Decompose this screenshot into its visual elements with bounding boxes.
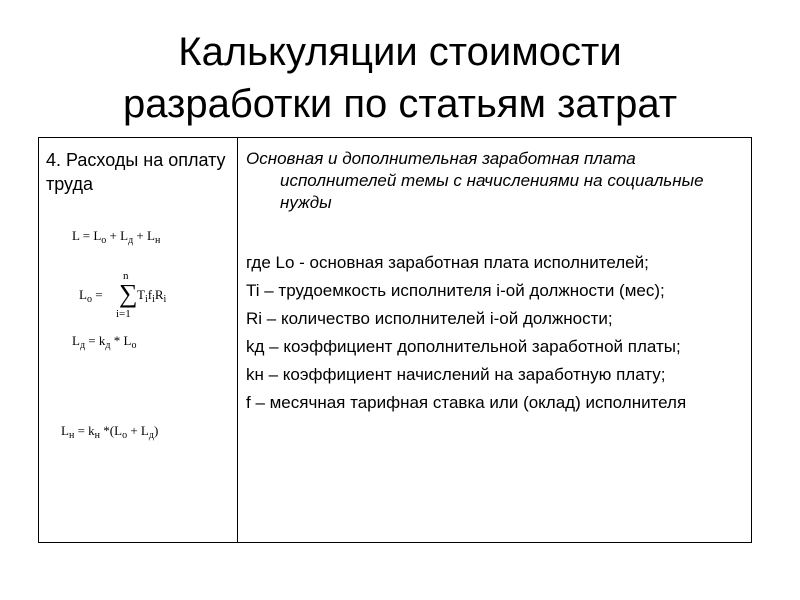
definition-item: f – месячная тарифная ставка или (оклад) исполнителя: [246, 393, 687, 412]
cell-heading: 4. Расходы на оплату труда: [46, 150, 226, 194]
cost-table: [38, 137, 752, 543]
slide-title: [0, 26, 800, 130]
right-cell: [246, 148, 744, 420]
definition-item: Ti – трудоемкость исполнителя i-ой должности (мес);: [246, 281, 665, 300]
title-line-2: разработки по статьям затрат: [122, 82, 678, 126]
definition-item: kн – коэффициент начислений на заработную плату;: [246, 365, 666, 384]
formula-accruals: $L_н = k_н$ $*(L_о + L_д)$: [61, 423, 159, 441]
title-line-1: Калькуляции стоимости: [178, 30, 622, 74]
sum-symbol: ∑: [119, 279, 138, 308]
formula-total: $L = L_о + L_д + L_н$: [72, 228, 161, 246]
formula-base-salary: $L_о$ = n ∑ i=1 $T_if_iR_i$: [79, 270, 167, 320]
cost-description: Основная и дополнительная заработная плата исполнителей темы с начислениями на социальные нужды: [246, 149, 704, 212]
column-divider: [237, 138, 238, 542]
formula-additional-salary: $L_д = k_д * L_о$: [72, 333, 137, 351]
definition-item: где Lо - основная заработная плата исполнителей;: [246, 253, 649, 272]
definition-item: kд – коэффициент дополнительной заработной платы;: [246, 337, 681, 356]
definition-item: Ri – количество исполнителей i-ой должности;: [246, 309, 613, 328]
left-cell: [39, 138, 237, 542]
